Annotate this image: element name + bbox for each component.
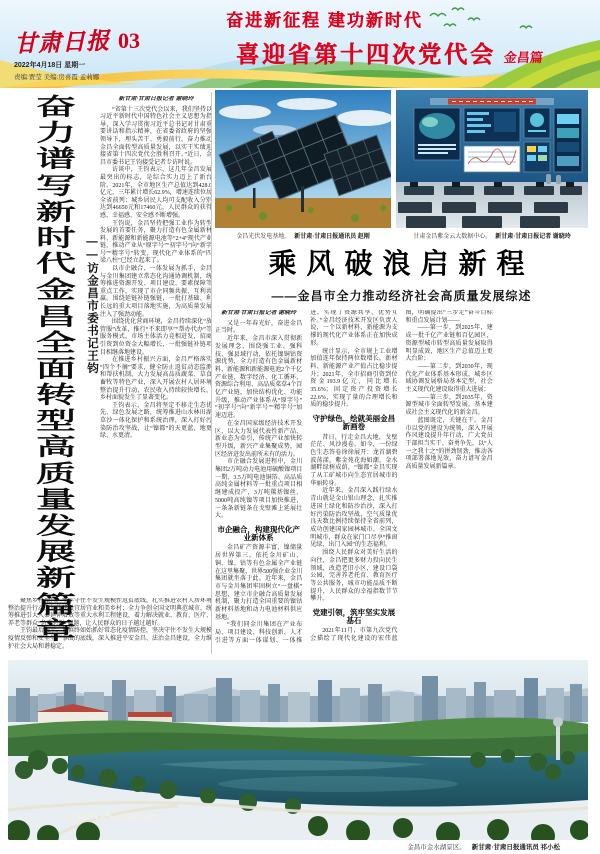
page-header	[0, 0, 600, 88]
banner-line2: 喜迎省第十四次党代会	[236, 41, 496, 67]
paragraph: 在推进乡村振兴方面，金昌严格落实“四个不摘”要求，健全防止返贫动态监测和帮扶机制，大力发展高品质蔬菜、草食畜牧等特色产业，深入开展农村人居环境整治提升行动，农民收入持续较快增长，乡村面貌发生了显著变化。	[100, 357, 212, 402]
vertical-headline: 奋 力 谱 写 新 时 代 金 昌 全 面 转 型 高 质 量 发 展 新 篇 章	[36, 94, 76, 644]
paragraph: ——第三步，到2035年，资源型城市全面转型发展，基本建成社会主义现代化的新金昌。	[405, 394, 493, 417]
paragraph: “省第十三次党代会以来，我们坚持以习近平新时代中国特色社会主义思想为指导，深入学习贯彻习近平总书记对甘肃重要讲话和指示精神，在省委省政府的坚强领导下，埋头苦干、勇毅前行，奋力推动金昌全面转型高质量发展，以实干实绩迎接省第十四次党代会胜利召开。”近日，金昌市委书记王钧接受记者专访时说。	[100, 106, 212, 166]
issue-date: 2022年4月18日 星期一	[14, 62, 86, 69]
paragraph: 新甘肃·甘肃日报记者 谢晓玲	[118, 96, 194, 102]
vertical-subtitle: ——访金昌市委书记王钧	[86, 236, 98, 375]
left-article-bottom	[8, 598, 212, 656]
main-article-header	[215, 250, 588, 304]
editors-line: 责编:贾莹 美编:房喜霞 孟莉娜	[14, 74, 100, 81]
newspaper-logo: 甘肃日报	[13, 28, 111, 57]
banner-line1: 奋进新征程 建功新时代	[226, 11, 423, 30]
banner-edition-tag: 金昌篇	[503, 50, 544, 65]
paragraph: 2021年11月，市第九次党代会描绘了现代化建设的宏伟蓝图，明确提出“三步走”奋斗目标和重点发展计划——	[310, 310, 493, 643]
banner-slogan	[210, 6, 600, 69]
left-article-body	[100, 96, 212, 596]
paragraph: 围绕人民群众对美好生活的向往，金昌把更多财力投向民生领域，改造老旧小区，建设口袋公园，完善养老托育、教育医疗等公共服务，城市功能品质不断提升，人民群众的幸福指数节节攀升。	[310, 550, 398, 603]
page-number: 03	[118, 28, 140, 53]
main-article-body	[215, 310, 588, 652]
paragraph: 金昌矿产资源丰富，镍储量居世界第三。依托金川矿山，铜、镍、钴等有色金属全产业链在这里集聚，世界500强企业金川集团就坐落于此。近年来，金昌市与金川集团牢固树立“一盘棋”思想，建立市企融合高质量发展机制，聚力打造全国重要的镍钴新材料基地和动力电池材料供应基地。	[215, 545, 303, 621]
section-subhead: 党建引领，筑牢坚实发展基石	[312, 608, 396, 625]
paragraph: 市企融合发展进程中，金川集团2万吨动力电池用硫酸镍项目一期、3.5万吨电池铜箔、高品质高纯金属材料等一批重点项目相继建成投产，3万吨羰基镍丝、5000吨高纯镍等项目加快推进，一条条新链条在戈壁滩上延展壮大。	[215, 459, 303, 520]
paragraph: 统计显示，全市规上工业增加值连年保持两位数增长，新材料、新能源产业产值占比稳步提升；2021年，全市招商引资到位资金193.9亿元，同比增长35.6%；固定资产投资增长22.6%，实现了量的合理增长和质的稳步提升。	[310, 348, 398, 409]
photo1-caption-text: 金昌光伏发电基地。	[236, 234, 291, 240]
paragraph: ——第一步，到2025年，建成一批千亿产业链和百亿园区，资源型城市转型高质量发展取得明显成效，地区生产总值迈上更大台阶；	[405, 325, 493, 363]
city-lake-photo	[8, 660, 588, 840]
photo2-credit: 新甘肃·甘肃日报记者 谢晓玲	[495, 234, 571, 240]
masthead	[14, 24, 204, 81]
bridge-arches	[68, 815, 162, 820]
bottom-photo-credit: 新甘肃·甘肃日报通讯员 祁小松	[471, 844, 560, 851]
bottom-caption-text: 金昌市金水湖景区。	[407, 844, 466, 851]
photo1-caption	[215, 231, 391, 240]
paragraph: 王钧表示，金昌将坚定不移走生态优先、绿色发展之路，统筹推进山水林田湖草沙一体化保护和系统治理，深入打好污染防治攻坚战，让“镍都”的天更蓝、地更绿、水更清。	[100, 402, 212, 440]
paragraph: 近年来，金昌深入践行绿水青山就是金山银山理念，扎实推进国土绿化和防沙治沙，深入打好污染防治攻坚战，空气质量优良天数比例持续保持全省前列，成功创建国家园林城市、全国文明城市，群众在家门口尽享“推窗见绿、出门入园”的生态福利。	[310, 488, 398, 549]
paragraph: 围绕优化营商环境，金昌持续深化“放管服”改革，推行“不来即享”“帮办代办”等服务模式，市场主体活力竞相迸发，招商引资到位资金大幅增长，一批强链补链项目相继落地建设。	[100, 319, 212, 356]
paragraph: 又是一年春光好，奋进金昌正当时。	[215, 320, 303, 335]
section-subhead: 守护绿色，绘就美丽金昌新画卷	[312, 414, 396, 431]
section-subhead: 市企融合，构建现代化产业新体系	[217, 524, 300, 542]
paragraph: 新甘肃·甘肃日报记者 谢晓玲	[221, 310, 297, 316]
photo1-credit: 新甘肃·甘肃日报通讯员 赵刚	[294, 234, 370, 240]
data-center-photo	[396, 90, 588, 228]
paragraph: ——第二步，到2030年，现代化产业体系基本形成，城乡区域协调发展格局基本定型，社会主义现代化建设取得重大进展；	[405, 363, 493, 394]
paragraph: 蓝图既定，关键在干。金昌市以党的建设为统领，深入开展作风建设提升年行动，广大党员干部担当实干、奋勇争先，以“人一之我十之”的拼劲韧劲，推动各项部署落地见效，奋力谱写金昌高质量发展新篇章。	[405, 417, 493, 471]
bottom-photo-caption	[8, 842, 568, 851]
paragraph: 以市企融合、一体发展为抓手，金昌与金川集团建立常态化沟通协调机制，统筹推进资源开发、项目建设、要素保障等重点工作，实现了市企同频共振、互利共赢。围绕延链补链强链，一批打基础、利长远的重大项目落地实施，为高质量发展注入了强劲动能。	[100, 266, 212, 318]
solar-panels-photo	[215, 90, 391, 228]
paragraph: 昔日，行走金昌大地，戈壁茫茫、风沙漫卷。如今，一份绿色生态答卷徐徐展开：龙首湖碧波荡漾，紫金苑花海如潮，金水湖畔绿树成荫，“镍都”金昌实现了从工矿城市向生态宜居城市的华丽转身。	[310, 434, 398, 487]
column-rule	[211, 92, 212, 654]
paragraph: 在金昌国家级经济技术开发区，以大力发展代表性新产品、新业态为牵引，传统产业加快转型升级，新兴产业集聚成势，园区经济迸发出前所未有的活力。	[215, 420, 303, 458]
paragraph: 王钧最后表示，将慎终如始抓好常态化疫情防控，坚决守住不发生大规模疫情反弹和安全生产事故的底线，深入推进平安金昌、法治金昌建设，全力维护社会大局和谐稳定。	[8, 628, 212, 650]
paragraph: 访谈中，王钧表示，这几年金昌发展最突出的标志，是综合实力迈上了新台阶。2021年，全市地区生产总值达到428.0亿元，三年累计增长62.9%，增速连续位居全省前列；城乡居民人均可支配收入分别达到46650元和17460元，人民群众的获得感、幸福感、安全感不断增强。	[100, 167, 212, 219]
main-article-subtitle: ——金昌市全力推动经济社会高质量发展综述	[271, 289, 532, 303]
paragraph: 王钧说，金昌坚持把强工业作为转型发展的首要任务，聚力打造有色金属新材料、新能源和新能源电池等“2+4”现代产业链，推动产业从“原字号”“初字号”向“新字号”“精字号”转变，现代化产业体系的“四梁八柱”已经立起来了。	[100, 220, 212, 265]
paragraph: “我们同金川集团在产业布局、项目建设、科技创新、人才引进等方面一体谋划、一体推进，实现了资源共享、优势互补。”金昌经济技术开发区负责人说，一个以新材料、新能源为支撑的现代化产业体系正在加快成形。	[215, 310, 398, 644]
paragraph: 聚焦乡村振兴，牢牢守住不发生规模性返贫底线，扎实推进农村人居环境整治提升行动，加快建设宜居宜业和美乡村；全力争创全国文明典范城市，统筹推进引大入秦延伸增效等重大水利工程建设，着力解决就业、教育、医疗、养老等群众“急难愁盼”问题，让人民群众的日子越过越好。	[8, 598, 212, 627]
left-article	[8, 90, 212, 658]
photo2-caption	[396, 231, 588, 240]
main-article-title: 乘风破浪启新程	[268, 249, 535, 280]
paragraph: 近年来，金昌市深入贯彻新发展理念，围绕强工业、强科技、强县域行动，依托镍铜钴资源优势，全力打造有色金属新材料、新能源和新能源电池2个千亿产业链，数字经济、化工循环、资源综合利用、高品质菜草4个百亿产业链，加快结构优化、功能升级，推动产业体系从“原字号”“初字号”向“新字号”“精字号”加速迈进。	[215, 336, 303, 420]
photo2-caption-text: 甘肃金昌紫金云大数据中心。	[413, 234, 492, 240]
